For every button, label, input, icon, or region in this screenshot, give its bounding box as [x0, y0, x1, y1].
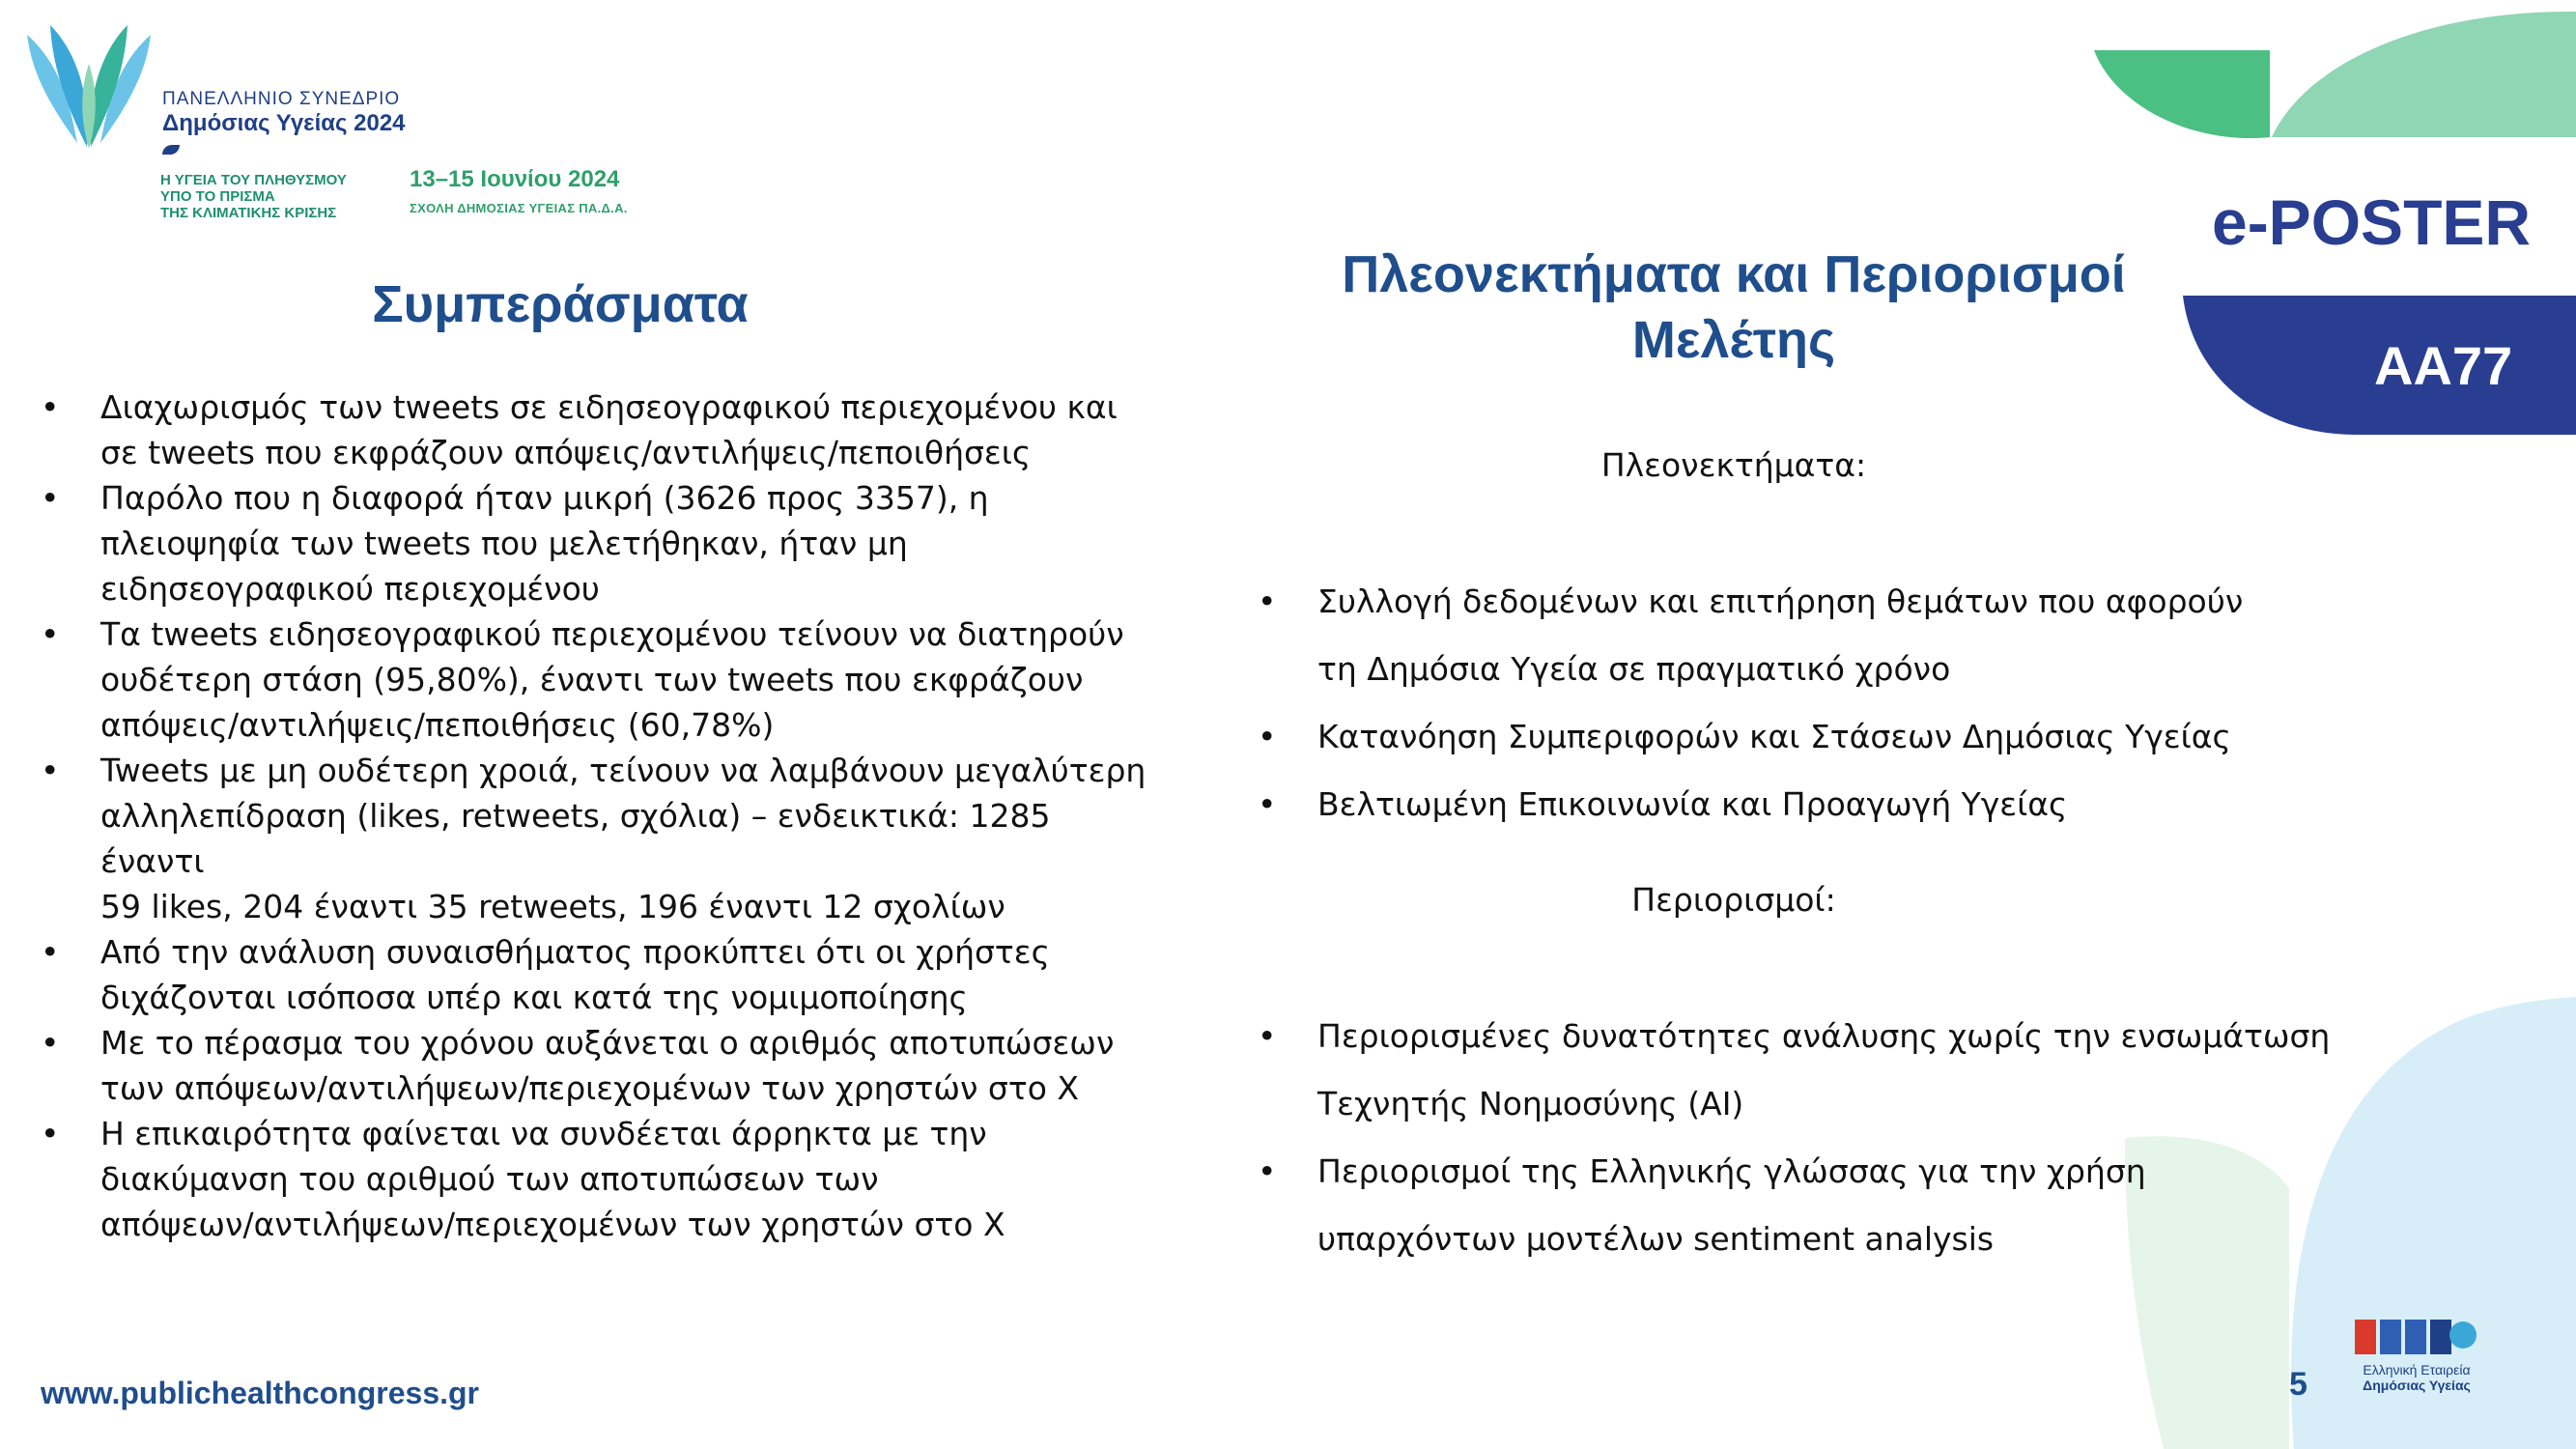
conclusions-list — [37, 384, 1147, 1247]
list-item — [37, 475, 1147, 611]
congress-name: ΠΑΝΕΛΛΗΝΙΟ ΣΥΝΕΔΡΙΟ — [162, 89, 401, 109]
advantages-label: Πλεονεκτήματα: — [1600, 446, 1867, 484]
list-item-line: • Παρόλο που η διαφορά ήταν μικρή (3626 προς 3357), η — [100, 479, 989, 517]
congress-venue: ΣΧΟΛΗ ΔΗΜΟΣΙΑΣ ΥΓΕΙΑΣ ΠΑ.Δ.Α. — [410, 201, 628, 215]
strengths-limitations-title — [1227, 242, 2241, 373]
list-item-line: διχάζονται ισόποσα υπέρ και κατά της νομιμοποίησης — [100, 979, 968, 1016]
limitations-list — [1258, 1003, 2368, 1273]
list-item-line: τη Δημόσια Υγεία σε πραγματικό χρόνο — [1317, 650, 1951, 688]
list-item-line: • Με το πέρασμα του χρόνου αυξάνεται ο αριθμός αποτυπώσεων — [100, 1024, 1115, 1062]
theme-line: ΤΗΣ ΚΛΙΜΑΤΙΚΗΣ ΚΡΙΣΗΣ — [160, 205, 337, 221]
list-item-line: απόψεων/αντιλήψεων/περιεχομένων των χρηστών στο Χ — [100, 1206, 1005, 1243]
eposter-label: e-POSTER — [2212, 186, 2532, 258]
theme-line: ΥΠΟ ΤΟ ΠΡΙΣΜΑ — [160, 188, 275, 205]
list-item-line: ειδησεογραφικού περιεχομένου — [100, 570, 600, 608]
list-item — [37, 1020, 1147, 1111]
list-item-line: • Συλλογή δεδομένων και επιτήρηση θεμάτων που αφορούν — [1317, 582, 2244, 620]
congress-theme — [160, 172, 402, 221]
list-item-line: • Τα tweets ειδησεογραφικού περιεχομένου τείνουν να διατηρούν — [100, 615, 1124, 653]
list-item — [1258, 1003, 2368, 1138]
advantages-list — [1258, 568, 2368, 838]
list-item-line: • Βελτιωμένη Επικοινωνία και Προαγωγή Υγείας — [1317, 785, 2068, 823]
conclusions-title: Συμπεράσματα — [372, 275, 749, 333]
title-line: Πλεονεκτήματα και Περιορισμοί — [1342, 245, 2126, 303]
page-number: 5 — [2289, 1366, 2307, 1403]
list-item — [37, 1111, 1147, 1247]
title-line: Μελέτης — [1631, 311, 1836, 369]
list-item — [37, 384, 1147, 475]
list-item-line: 59 likes, 204 έναντι 35 retweets, 196 έναντι 12 σχολίων — [100, 888, 1005, 925]
list-item-line: • Tweets με μη ουδέτερη χροιά, τείνουν να λαμβάνουν μεγαλύτερη — [100, 752, 1146, 789]
list-item-line: • Περιορισμένες δυνατότητες ανάλυσης χωρίς την ενσωμάτωση — [1317, 1017, 2331, 1055]
list-item-line: • Η επικαιρότητα φαίνεται να συνδέεται άρρηκτα με την — [100, 1115, 987, 1152]
list-item — [37, 929, 1147, 1020]
list-item-line: • Από την ανάλυση συναισθήματος προκύπτει ότι οι χρήστες — [100, 933, 1051, 971]
list-item-line: σε tweets που εκφράζουν απόψεις/αντιλήψεις/πεποιθήσεις — [100, 434, 1032, 471]
congress-logo — [21, 25, 156, 151]
list-item-line: απόψεις/αντιλήψεις/πεποιθήσεις (60,78%) — [100, 706, 775, 744]
congress-subtitle: Δημόσιας Υγείας 2024 — [162, 110, 406, 136]
green-leaf-shape — [2094, 50, 2270, 138]
light-green-leaf-shape — [2272, 12, 2576, 137]
list-item-line: • Διαχωρισμός των tweets σε ειδησεογραφικού περιεχομένου και — [100, 388, 1118, 426]
leaf-logo-icon — [21, 25, 156, 151]
list-item — [37, 611, 1147, 748]
congress-dates: 13–15 Ιουνίου 2024 — [410, 166, 620, 192]
list-item-line: αλληλεπίδραση (likes, retweets, σχόλια) – ενδεικτικά: 1285 έναντι — [100, 797, 1051, 880]
list-item-line: Τεχνητής Νοημοσύνης (AI) — [1317, 1085, 1744, 1122]
list-item-line: • Περιορισμοί της Ελληνικής γλώσσας για την χρήση — [1317, 1152, 2146, 1190]
list-item-line: διακύμανση του αριθμού των αποτυπώσεων των — [100, 1160, 879, 1198]
org-line: Ελληνική Εταιρεία — [2363, 1362, 2471, 1378]
website-link[interactable]: www.publichealthcongress.gr — [41, 1376, 479, 1410]
theme-line: Η ΥΓΕΙΑ ΤΟΥ ΠΛΗΘΥΣΜΟΥ — [160, 172, 347, 188]
list-item — [1258, 703, 2368, 771]
list-item-line: υπαρχόντων μοντέλων sentiment analysis — [1317, 1220, 1995, 1258]
list-item-line: πλειοψηφία των tweets που μελετήθηκαν, ήταν μη — [100, 525, 908, 562]
efdy-org-name — [2349, 1362, 2484, 1393]
list-item — [37, 748, 1147, 929]
org-line: Δημόσιας Υγείας — [2363, 1378, 2471, 1393]
list-item-line: • Κατανόηση Συμπεριφορών και Στάσεων Δημόσιας Υγείας — [1317, 718, 2231, 755]
list-item — [1258, 1138, 2368, 1273]
efdy-logo-icon — [2349, 1314, 2484, 1362]
poster-code: AA77 — [2374, 335, 2513, 396]
list-item-line: των απόψεων/αντιλήψεων/περιεχομένων των χρηστών στο Χ — [100, 1069, 1079, 1107]
limitations-label: Περιορισμοί: — [1631, 881, 1836, 919]
list-item-line: ουδέτερη στάση (95,80%), έναντι των tweets που εκφράζουν — [100, 661, 1084, 698]
list-item — [1258, 771, 2368, 838]
list-item — [1258, 568, 2368, 703]
